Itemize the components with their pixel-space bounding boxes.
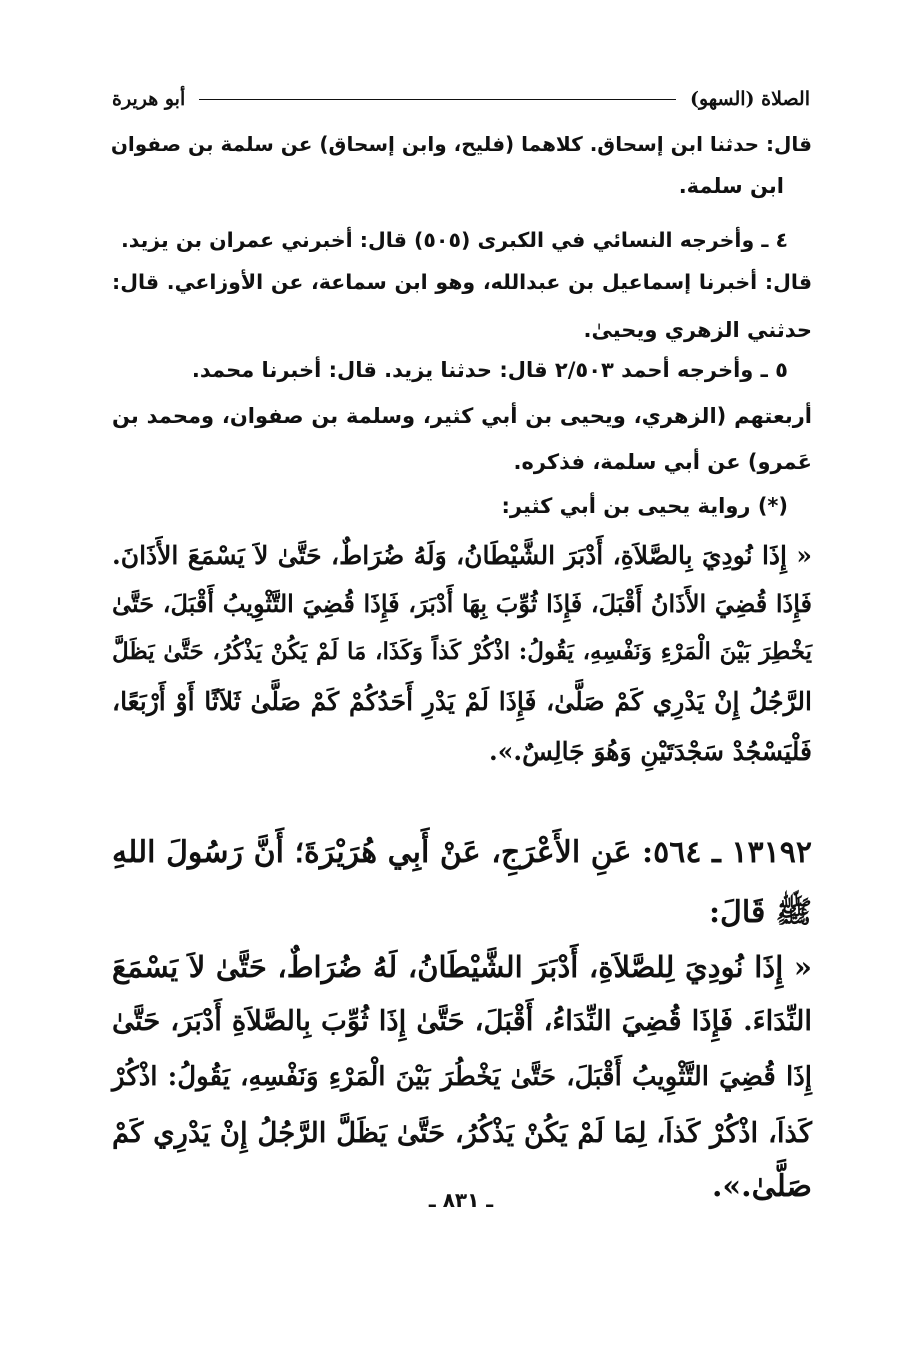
hadith-line: « إِذَا نُودِيَ بِالصَّلاَةِ، أَدْبَرَ الشَّيْطَانُ، وَلَهُ ضُرَاطٌ، حَتَّىٰ لاَ يَسْمَعَ الأَذَانَ.: [112, 541, 812, 570]
text-line: عَمرو) عن أبي سلمة، فذكره.: [513, 450, 812, 474]
hadith-line: صَلَّىٰ.».: [711, 1169, 812, 1204]
hadith-line: ﷺ قَالَ:: [708, 895, 812, 930]
hadith-line: « إِذَا نُودِيَ لِلصَّلاَةِ، أَدْبَرَ الشَّيْطَانُ، لَهُ ضُرَاطٌ، حَتَّىٰ لاَ يَسْمَعَ: [112, 950, 812, 984]
hadith-line: يَخْطِرَ بَيْنَ الْمَرْءِ وَنَفْسِهِ، يَقُولُ: اذْكُرْ كَذاً وَكَذَا، مَا لَمْ يَكُنْ يَذْكُرُ، حَتَّىٰ يَظَلَّ: [112, 638, 812, 665]
text-line: قال: حدثنا ابن إسحاق. كلاهما (فليح، وابن إسحاق) عن سلمة بن صفوان: [110, 132, 812, 156]
running-header: [112, 84, 810, 114]
header-rule: [199, 99, 676, 100]
subheading-riwaya: (*) رواية يحيى بن أبي كثير:: [501, 494, 788, 518]
text-line: ٤ ـ وأخرجه النسائي في الكبرى (٥٠٥) قال: أخبرني عمران بن يزيد.: [120, 228, 788, 252]
hadith-line: النِّدَاءَ. فَإِذَا قُضِيَ النِّدَاءُ، أَقْبَلَ، حَتَّىٰ إِذَا ثُوِّبَ بِالصَّلاَةِ أَدْبَرَ، حَتَّىٰ: [112, 1005, 812, 1037]
text-line: قال: أخبرنا إسماعيل بن عبدالله، وهو ابن سماعة، عن الأوزاعي. قال:: [112, 270, 812, 294]
text-line: ٥ ـ وأخرجه أحمد ٢/٥٠٣ قال: حدثنا يزيد. قال: أخبرنا محمد.: [191, 358, 788, 382]
text-line: أربعتهم (الزهري، ويحيى بن أبي كثير، وسلمة بن صفوان، ومحمد بن: [112, 404, 812, 428]
header-chapter-title: الصلاة (السهو): [689, 88, 810, 110]
text-line: حدثني الزهري ويحيىٰ.: [583, 318, 812, 342]
hadith-line: الرَّجُلُ إِنْ يَدْرِي كَمْ صَلَّىٰ، فَإِذَا لَمْ يَدْرِ أَحَدُكُمْ كَمْ صَلَّىٰ ثَلاَثًا أَوْ أَرْبَعًا،: [112, 687, 812, 716]
page-number: ـ ٨٣١ ـ: [428, 1188, 494, 1212]
text-line: ابن سلمة.: [678, 174, 784, 198]
hadith-line: فَلْيَسْجُدْ سَجْدَتَيْنِ وَهُوَ جَالِسٌ.».: [489, 737, 812, 766]
header-companion-name: أبو هريرة: [112, 88, 186, 110]
hadith-line: إِذَا قُضِيَ التَّثْوِيبُ أَقْبَلَ، حَتَّىٰ يَخْطُرَ بَيْنَ الْمَرْءِ وَنَفْسِهِ، يَقُولُ: اذْكُرْ: [112, 1062, 812, 1092]
hadith-line: كَذاَ، اذْكُرْ كَذاَ، لِمَا لَمْ يَكُنْ يَذْكُرُ، حَتَّىٰ يَظَلَّ الرَّجُلُ إِنْ يَدْرِي كَمْ: [112, 1117, 812, 1149]
hadith-number-heading: ١٣١٩٢ ـ ٥٦٤: عَنِ الأَعْرَجِ، عَنْ أَبِي هُرَيْرَةَ؛ أَنَّ رَسُولَ اللهِ: [112, 835, 812, 870]
hadith-line: فَإِذَا قُضِيَ الأَذَانُ أَقْبَلَ، فَإِذَا ثُوِّبَ بِهَا أَدْبَرَ، فَإِذَا قُضِيَ التَّثْوِيبُ أَقْبَلَ، حَتَّىٰ: [112, 589, 812, 618]
